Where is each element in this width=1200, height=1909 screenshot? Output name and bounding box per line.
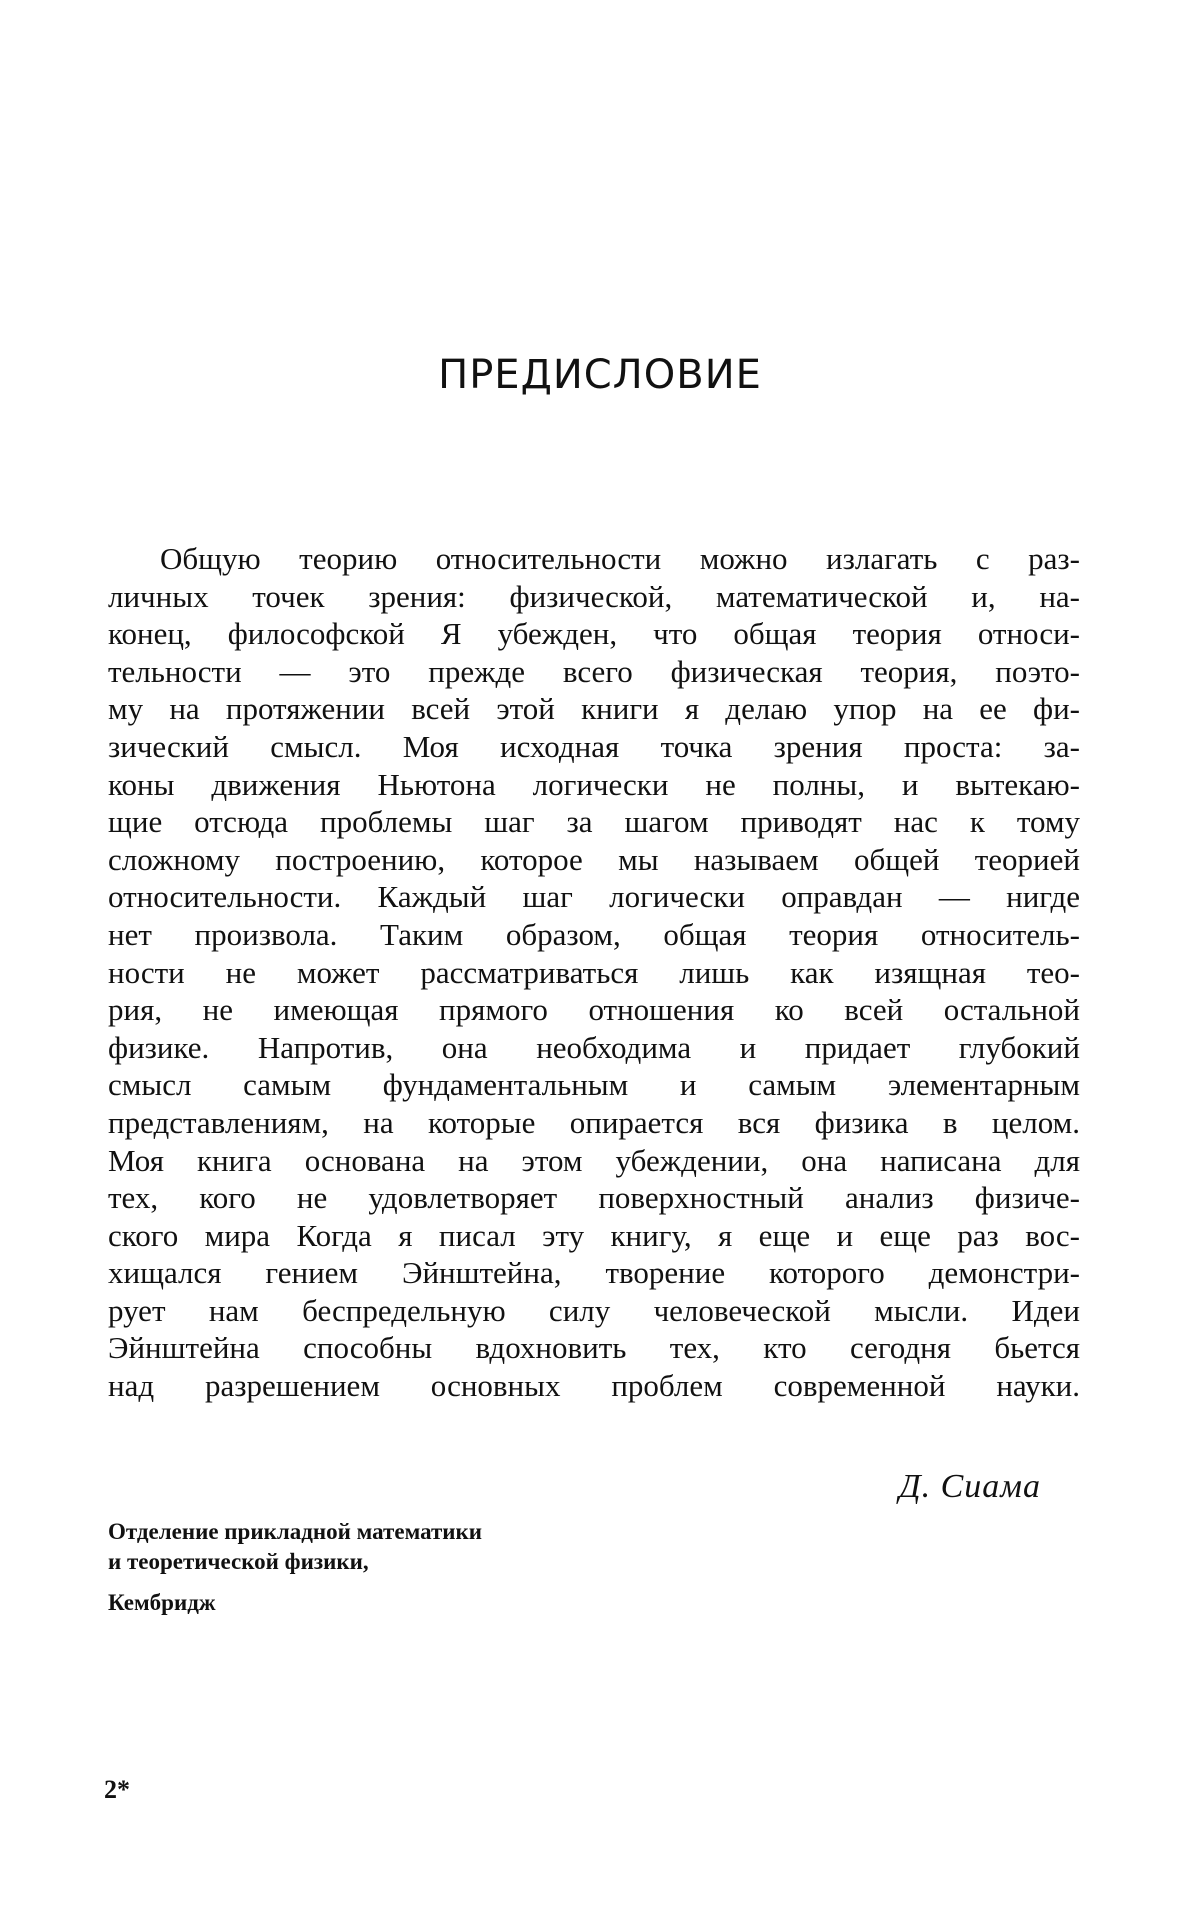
paragraph-line: му на протяжении всей этой книги я делаю упор на ее фи- xyxy=(108,691,1080,727)
paragraph-line: представлениям, на которые опирается вся физика в целом. xyxy=(108,1104,1080,1140)
paragraph-line: сложному построению, которое мы называем общей теорией xyxy=(108,841,1080,877)
page-number: 2* xyxy=(104,1775,130,1804)
paragraph-line: Общую теорию относительности можно излагать с раз- xyxy=(160,541,1080,576)
author-affiliation xyxy=(108,1517,482,1577)
affiliation-line: Отделение прикладной математики xyxy=(108,1519,483,1544)
paragraph-line: нет произвола. Таким образом, общая теория относитель- xyxy=(108,916,1080,952)
paragraph-line: ности не может рассматриваться лишь как изящная тео- xyxy=(108,954,1080,990)
paragraph-line: относительности. Каждый шаг логически оправдан — нигде xyxy=(108,879,1080,915)
paragraph-line: физике. Напротив, она необходима и придает глубокий xyxy=(108,1029,1080,1065)
page-title: ПРЕДИСЛОВИЕ xyxy=(438,352,762,398)
paragraph-line: щие отсюда проблемы шаг за шагом приводят нас к тому xyxy=(108,804,1080,840)
affiliation-line: и теоретической физики, xyxy=(108,1549,369,1574)
paragraph-line: тельности — это прежде всего физическая теория, поэто- xyxy=(108,653,1080,689)
paragraph-line: Моя книга основана на этом убеждении, она написана для xyxy=(108,1142,1080,1178)
paragraph-line: ского мира Когда я писал эту книгу, я еще и еще раз вос- xyxy=(108,1217,1080,1253)
paragraph-line: коны движения Ньютона логически не полны, и вытекаю- xyxy=(108,766,1080,802)
author-city: Кембридж xyxy=(108,1590,216,1615)
paragraph-line: личных точек зрения: физической, математической и, на- xyxy=(108,578,1080,614)
paragraph-line: смысл самым фундаментальным и самым элементарным xyxy=(108,1067,1080,1103)
paragraph-line: тех, кого не удовлетворяет поверхностный анализ физиче- xyxy=(108,1180,1080,1216)
author-signature: Д. Сиама xyxy=(898,1468,1041,1505)
paragraph-line: конец, философской Я убежден, что общая теория относи- xyxy=(108,616,1080,652)
paragraph-line: хищался гением Эйнштейна, творение которого демонстри- xyxy=(108,1255,1080,1291)
paragraph-line: рует нам беспредельную силу человеческой мысли. Идеи xyxy=(108,1292,1080,1328)
paragraph-line: Эйнштейна способны вдохновить тех, кто сегодня бьется xyxy=(108,1330,1080,1366)
preface-paragraph xyxy=(108,540,1080,1405)
paragraph-line: над разрешением основных проблем современной науки. xyxy=(108,1368,1080,1404)
paragraph-line: зический смысл. Моя исходная точка зрения проста: за- xyxy=(108,728,1080,764)
paragraph-line: рия, не имеющая прямого отношения ко всей остальной xyxy=(108,992,1080,1028)
